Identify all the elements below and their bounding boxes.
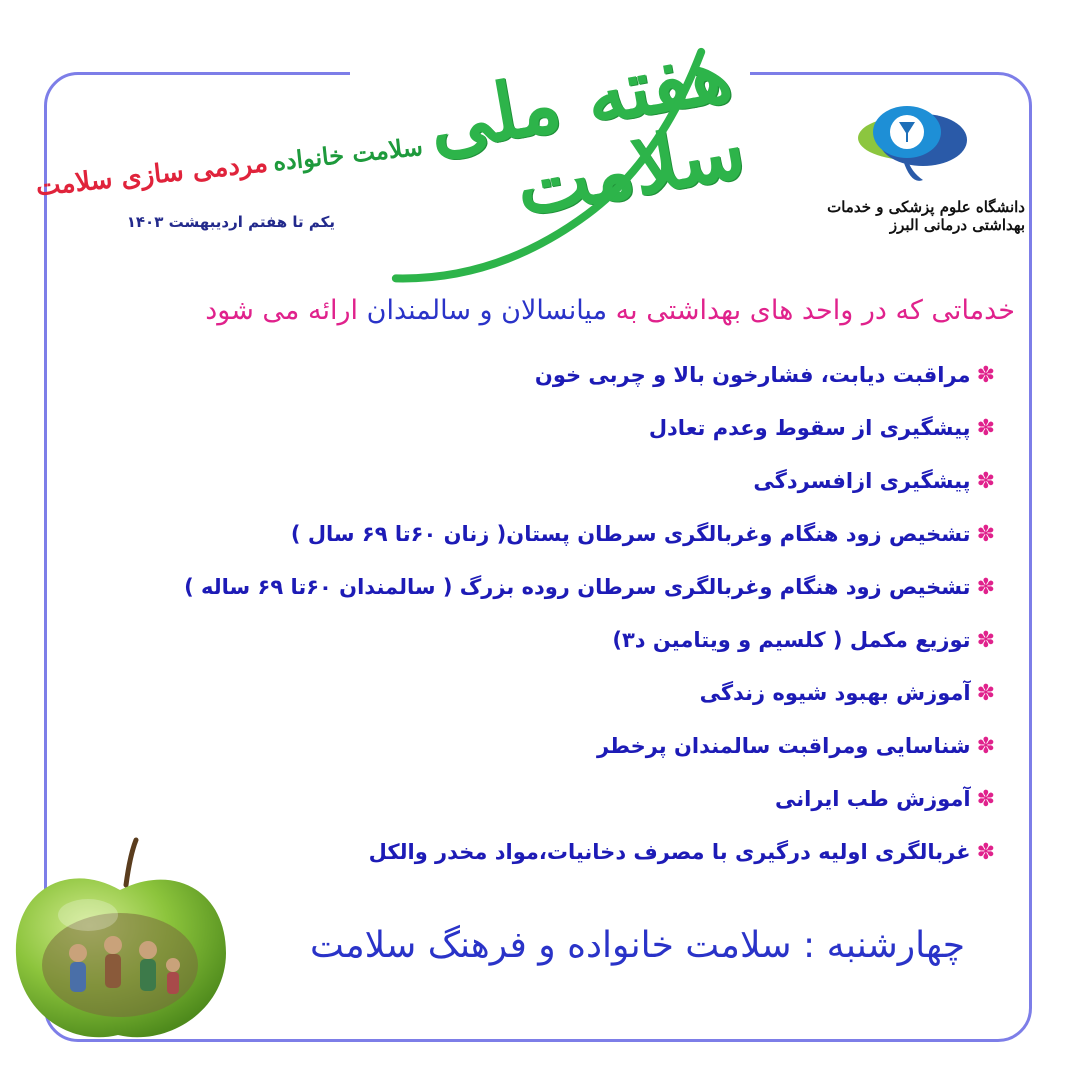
flower-icon: ✽ xyxy=(976,840,995,865)
list-item: ✽غربالگری اولیه درگیری با مصرف دخانیات،مواد مخدر والکل xyxy=(368,840,995,865)
list-item: ✽مراقبت دیابت، فشارخون بالا و چربی خون xyxy=(534,363,995,388)
headline xyxy=(60,295,1015,326)
headline-part-3: ارائه می شود xyxy=(205,295,359,326)
week-title-text: هفته ملی سلامت xyxy=(421,27,752,235)
list-item: ✽آموزش طب ایرانی xyxy=(775,787,995,812)
flower-icon: ✽ xyxy=(976,681,995,706)
list-item: ✽تشخیص زود هنگام وغربالگری سرطان پستان( زنان ۶۰تا ۶۹ سال ) xyxy=(290,522,995,547)
headline-part-2: میانسالان و سالمندان xyxy=(366,295,608,326)
apple-family-illustration xyxy=(8,835,233,1050)
flower-icon: ✽ xyxy=(976,363,995,388)
day-theme: چهارشنبه : سلامت خانواده و فرهنگ سلامت xyxy=(310,925,965,966)
slogan-people-health: مردمی سازی سلامت xyxy=(34,148,270,203)
flower-icon: ✽ xyxy=(976,575,995,600)
flower-icon: ✽ xyxy=(976,628,995,653)
headline-part-1: خدماتی که در واحد های بهداشتی به xyxy=(615,295,1015,326)
list-item: ✽توزیع مکمل ( کلسیم و ویتامین د۳) xyxy=(612,628,995,653)
university-name: دانشگاه علوم پزشکی و خدمات بهداشتی درمانی البرز xyxy=(827,198,1025,234)
flower-icon: ✽ xyxy=(976,469,995,494)
flower-icon: ✽ xyxy=(976,416,995,441)
date-range: یکم تا هفتم اردیبهشت ۱۴۰۳ xyxy=(126,213,335,231)
flower-icon: ✽ xyxy=(976,522,995,547)
slogan-family-health: سلامت خانواده xyxy=(271,131,425,177)
flower-icon: ✽ xyxy=(976,787,995,812)
list-item: ✽تشخیص زود هنگام وغربالگری سرطان روده بزرگ ( سالمندان ۶۰تا ۶۹ ساله ) xyxy=(184,575,995,600)
university-logo xyxy=(855,100,970,190)
list-item: ✽آموزش بهبود شیوه زندگی xyxy=(699,681,995,706)
list-item: ✽شناسایی ومراقبت سالمندان پرخطر xyxy=(597,734,995,759)
list-item: ✽پیشگیری ازافسردگی xyxy=(753,469,995,494)
services-list xyxy=(184,355,995,885)
list-item: ✽پیشگیری از سقوط وعدم تعادل xyxy=(648,416,995,441)
flower-icon: ✽ xyxy=(976,734,995,759)
